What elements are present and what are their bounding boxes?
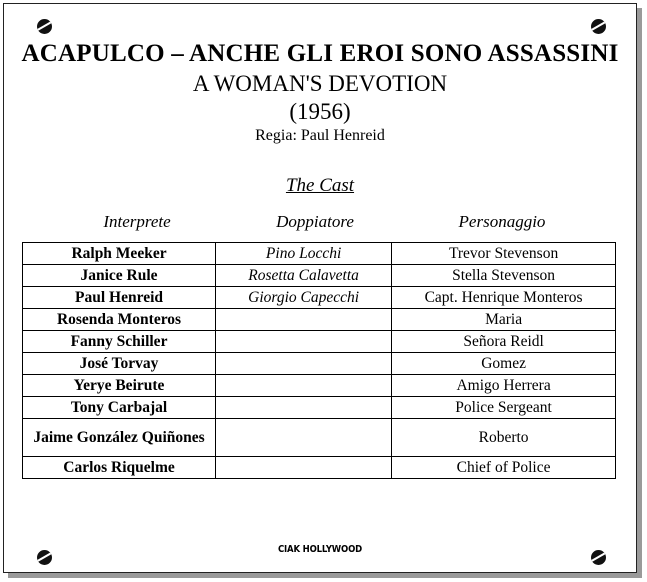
table-row (23, 419, 616, 457)
column-header-voice: Doppiatore (276, 212, 354, 231)
actor-cell: José Torvay (23, 353, 216, 375)
table-row (23, 331, 616, 353)
character-cell: Chief of Police (392, 457, 616, 479)
actor-cell: Fanny Schiller (23, 331, 216, 353)
table-row (23, 397, 616, 419)
voice-actor-cell (216, 457, 392, 479)
actor-cell: Rosenda Monteros (23, 309, 216, 331)
character-cell: Capt. Henrique Monteros (392, 287, 616, 309)
actor-cell: Yerye Beirute (23, 375, 216, 397)
director-credit: Regia: Paul Henreid (255, 127, 385, 144)
character-cell: Maria (392, 309, 616, 331)
voice-actor-cell: Rosetta Calavetta (216, 265, 392, 287)
actor-cell: Carlos Riquelme (23, 457, 216, 479)
screw-icon (591, 19, 606, 34)
voice-actor-cell (216, 397, 392, 419)
ciak-hollywood-logo: CIAK HOLLYWOOD (277, 544, 363, 555)
voice-actor-cell (216, 309, 392, 331)
voice-actor-cell (216, 331, 392, 353)
table-row (23, 309, 616, 331)
voice-actor-cell (216, 353, 392, 375)
cast-table (22, 242, 616, 479)
actor-cell: Jaime González Quiñones (23, 419, 216, 457)
character-cell: Gomez (392, 353, 616, 375)
actor-cell: Tony Carbajal (23, 397, 216, 419)
cast-heading: The Cast (285, 175, 355, 196)
italian-title: ACAPULCO – ANCHE GLI EROI SONO ASSASSINI (21, 40, 619, 67)
character-cell: Señora Reidl (392, 331, 616, 353)
screw-icon (591, 550, 606, 565)
character-cell: Trevor Stevenson (392, 243, 616, 265)
table-row (23, 265, 616, 287)
column-header-actor: Interprete (103, 212, 171, 231)
english-title: A WOMAN'S DEVOTION (192, 71, 448, 96)
voice-actor-cell: Pino Locchi (216, 243, 392, 265)
character-cell: Stella Stevenson (392, 265, 616, 287)
column-header-role: Personaggio (458, 212, 546, 231)
character-cell: Police Sergeant (392, 397, 616, 419)
screw-icon (37, 19, 52, 34)
voice-actor-cell (216, 419, 392, 457)
actor-cell: Paul Henreid (23, 287, 216, 309)
character-cell: Roberto (392, 419, 616, 457)
table-row (23, 375, 616, 397)
actor-cell: Ralph Meeker (23, 243, 216, 265)
voice-actor-cell (216, 375, 392, 397)
table-row (23, 457, 616, 479)
table-row (23, 353, 616, 375)
table-row (23, 243, 616, 265)
character-cell: Amigo Herrera (392, 375, 616, 397)
actor-cell: Janice Rule (23, 265, 216, 287)
voice-actor-cell: Giorgio Capecchi (216, 287, 392, 309)
release-year: (1956) (289, 99, 351, 124)
table-row (23, 287, 616, 309)
